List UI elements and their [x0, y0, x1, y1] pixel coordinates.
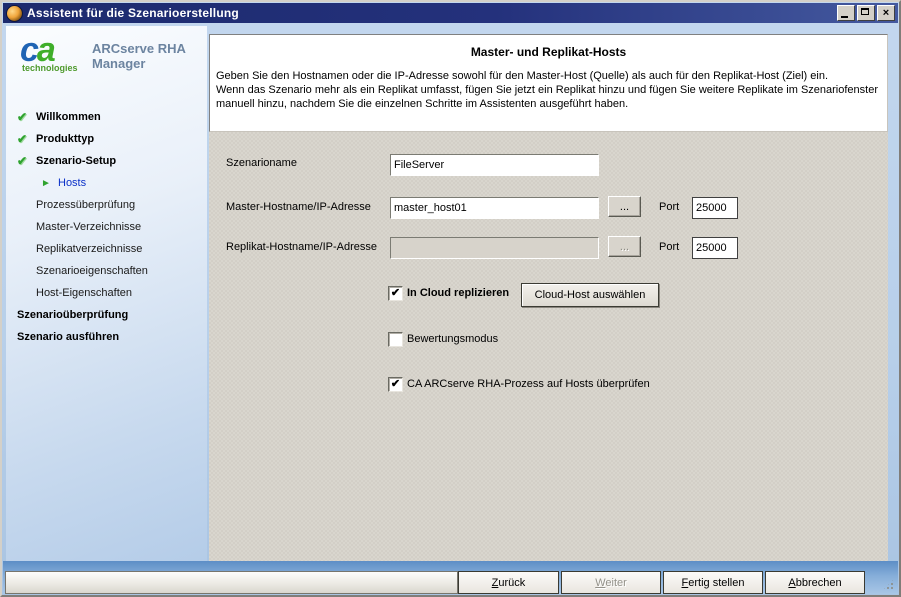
master-browse-button[interactable]: ...: [608, 196, 641, 217]
window-title: Assistent für die Szenarioerstellung: [27, 6, 239, 20]
step-label: Szenario ausführen: [17, 331, 120, 343]
wizard-steps-list: [6, 106, 207, 348]
page-header: [209, 34, 888, 132]
replica-browse-button: ...: [608, 236, 641, 257]
step-label: Szenario-Setup: [36, 155, 117, 167]
replica-port-label: Port: [659, 241, 680, 253]
verify-engine-label: CA ARCserve RHA-Prozess auf Hosts überprüfen: [407, 378, 650, 390]
step-szenarioeigenschaften[interactable]: [6, 260, 207, 282]
check-icon: ✔: [17, 132, 28, 146]
page-description: Geben Sie den Hostnamen oder die IP-Adresse sowohl für den Master-Host (Quelle) als auch für den Replikat-Host (Ziel) ein. Wenn das Szenario mehr als ein Replikat umfasst, fügen Sie jetzt ein Replikat hinzu und fügen Sie weitere Replikate im Szenariofenster manuell hinzu, nachdem Sie die einzelnen Schritte im Assistenten ausgeführt haben.: [216, 70, 878, 110]
replica-host-label: Replikat-Hostname/IP-Adresse: [226, 241, 378, 253]
step-label: Master-Verzeichnisse: [36, 221, 142, 233]
step-host-eigenschaften[interactable]: [6, 282, 207, 304]
assessment-mode-label: Bewertungsmodus: [407, 333, 499, 345]
step-label: Willkommen: [36, 111, 101, 123]
cancel-button[interactable]: Abbrechen: [765, 571, 865, 594]
page-title: Master- und Replikat-Hosts: [470, 45, 627, 59]
resize-grip-icon[interactable]: [882, 578, 895, 591]
step-label: Szenarioeigenschaften: [36, 265, 148, 277]
ca-logo: [20, 31, 200, 73]
assessment-mode-checkbox[interactable]: [388, 332, 403, 347]
master-port-label: Port: [659, 201, 680, 213]
replica-host-input: [390, 237, 599, 259]
product-name: ARCserve RHA Manager: [92, 41, 186, 71]
step-label: Szenarioüberprüfung: [17, 309, 129, 321]
step-szenarioueberpruefung[interactable]: [6, 304, 207, 326]
minimize-icon: [841, 16, 848, 18]
step-label: Host-Eigenschaften: [36, 287, 132, 299]
main-panel: [209, 34, 888, 562]
replica-port-input[interactable]: [692, 237, 738, 259]
step-label: Replikatverzeichnisse: [36, 243, 143, 255]
close-icon: ×: [882, 6, 890, 19]
step-szenario-ausfuehren[interactable]: [6, 326, 207, 348]
sidebar: [6, 26, 207, 564]
close-button[interactable]: [877, 5, 895, 21]
step-produkttyp[interactable]: [6, 128, 207, 150]
step-master-verzeichnisse[interactable]: [6, 216, 207, 238]
ca-logo-text: ca: [20, 31, 54, 69]
current-arrow-icon: ►: [41, 177, 51, 189]
scenario-name-label: Szenarioname: [226, 157, 297, 169]
replicate-to-cloud-checkbox[interactable]: ✔: [388, 286, 403, 301]
check-icon: ✔: [17, 110, 28, 124]
maximize-button[interactable]: [857, 5, 875, 21]
select-cloud-host-button[interactable]: Cloud-Host auswählen: [521, 283, 659, 307]
maximize-icon: [861, 8, 869, 15]
verify-engine-checkbox[interactable]: ✔: [388, 377, 403, 392]
status-bar: [5, 571, 458, 594]
step-szenario-setup[interactable]: [6, 150, 207, 172]
step-label: Prozessüberprüfung: [36, 199, 136, 211]
check-icon: ✔: [17, 154, 28, 168]
replicate-to-cloud-label: In Cloud replizieren: [407, 287, 510, 299]
step-prozessueberpruefung[interactable]: [6, 194, 207, 216]
app-globe-icon: [6, 5, 23, 22]
ca-logo-technologies: technologies: [22, 63, 78, 73]
master-host-label: Master-Hostname/IP-Adresse: [226, 201, 371, 213]
next-button: Weiter: [561, 571, 661, 594]
step-replikatverzeichnisse[interactable]: [6, 238, 207, 260]
back-button[interactable]: Zurück: [458, 571, 559, 594]
footer-bar: [3, 561, 898, 594]
minimize-button[interactable]: [837, 5, 855, 21]
master-host-input[interactable]: [390, 197, 599, 219]
finish-button[interactable]: Fertig stellen: [663, 571, 763, 594]
master-port-input[interactable]: [692, 197, 738, 219]
step-hosts-current[interactable]: [6, 172, 207, 194]
step-label: Hosts: [58, 177, 87, 189]
step-willkommen[interactable]: [6, 106, 207, 128]
titlebar: [3, 3, 898, 23]
step-label: Produkttyp: [36, 133, 95, 145]
scenario-name-input[interactable]: [390, 154, 599, 176]
